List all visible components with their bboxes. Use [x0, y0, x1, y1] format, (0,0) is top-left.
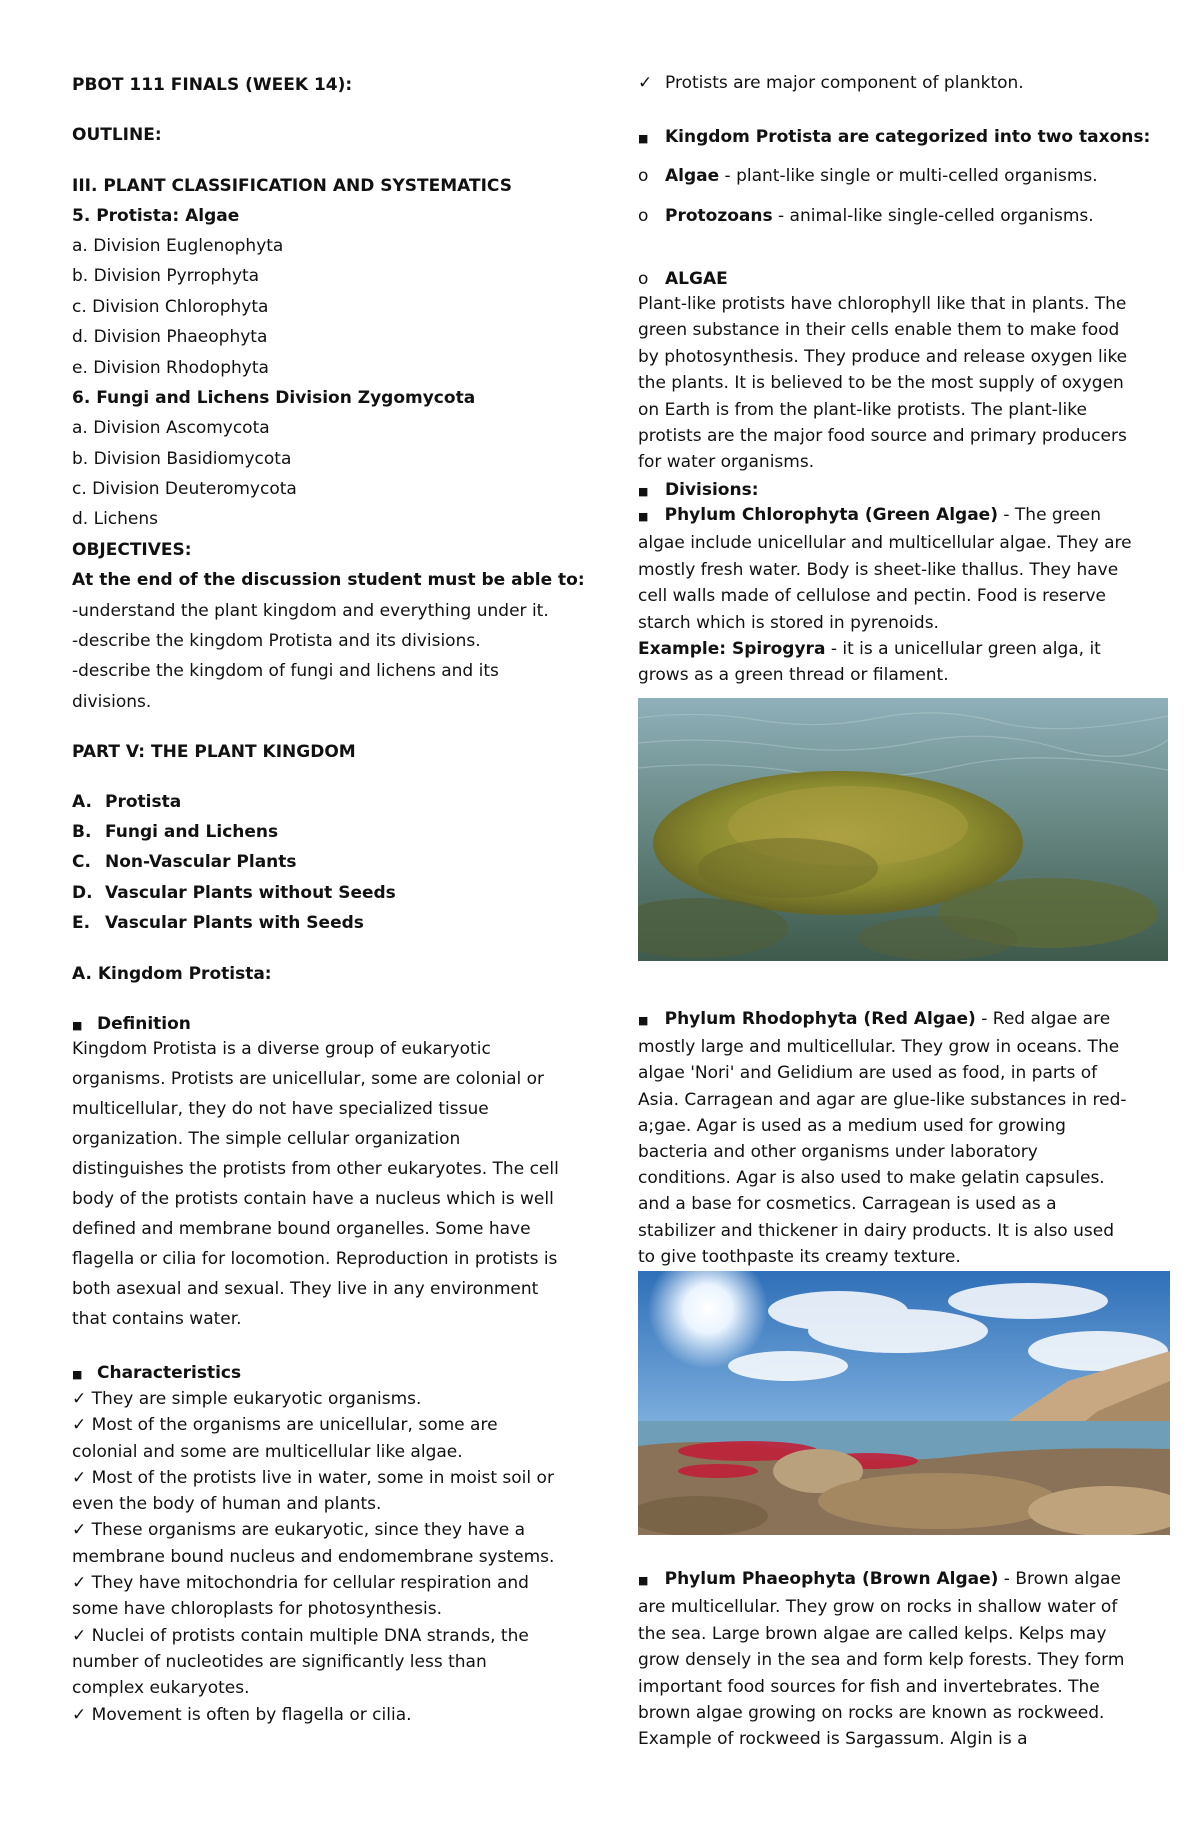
- circle-bullet-icon: o: [638, 269, 649, 289]
- kingdom-letter: A.: [72, 792, 92, 812]
- objective-item: divisions.: [72, 692, 152, 712]
- green-algae-paragraph: ■ Phylum Chlorophyta (Green Algae) - The green algae include unicellular and multicellular algae. They are mostly fresh water. Body is sheet-like thallus. They have cell walls made of cellulose and pectin. Food is reserve starch which is stored in pyrenoids. Example: Spirogyra - it is a unicellular green alga, it grows as a green thread or filament.: [638, 505, 1132, 686]
- characteristics-list: [72, 1386, 562, 1728]
- outline-label: OUTLINE:: [72, 125, 162, 145]
- kingdom-name: Non-Vascular Plants: [105, 852, 297, 872]
- bullet-icon: ■: [72, 1368, 83, 1381]
- outline-item: a. Division Euglenophyta: [72, 236, 284, 256]
- plankton-item: ✓ Protists are major component of plankton.: [638, 73, 1024, 93]
- definition-heading: ■ Definition: [72, 1014, 191, 1034]
- outline-item: d. Lichens: [72, 509, 159, 529]
- objective-item: -describe the kingdom of fungi and lichens and its: [72, 661, 499, 681]
- bullet-icon: ■: [638, 1574, 649, 1587]
- characteristic-item: ✓ Nuclei of protists contain multiple DNA strands, the number of nucleotides are significantly less than complex eukaryotes.: [72, 1625, 529, 1699]
- circle-bullet-icon: o: [638, 166, 649, 186]
- algae-heading: o ALGAE: [638, 269, 728, 289]
- outline-item: c. Division Chlorophyta: [72, 297, 269, 317]
- kingdom-name: Vascular Plants without Seeds: [105, 883, 396, 903]
- characteristic-item: ✓ They are simple eukaryotic organisms.: [72, 1389, 422, 1409]
- taxon-algae: o Algae - plant-like single or multi-celled organisms.: [638, 166, 1098, 186]
- document-title: PBOT 111 FINALS (WEEK 14):: [72, 75, 353, 95]
- algae-paragraph: Plant-like protists have chlorophyll like that in plants. The green substance in their cells enable them to make food by photosynthesis. They produce and release oxygen like the plants. It is believed to be the most supply of oxygen on Earth is from the plant-like protists. The plant-like protists are the major food source and primary producers for water organisms.: [638, 294, 1128, 473]
- divisions-heading: ■ Divisions:: [638, 480, 759, 500]
- kingdom-list-item: [72, 882, 396, 904]
- definition-paragraph: Kingdom Protista is a diverse group of eukaryotic organisms. Protists are unicellular, some are colonial or multicellular, they do not have specialized tissue organization. The simple cellular organization distinguishes the protists from other eukaryotes. The cell body of the protists contain have a nucleus which is well defined and membrane bound organelles. Some have flagella or cilia for locomotion. Reproduction in protists is both asexual and sexual. They live in any environment that contains water.: [72, 1039, 559, 1329]
- red-algae-paragraph: ■ Phylum Rhodophyta (Red Algae) - Red algae are mostly large and multicellular. They grow in oceans. The algae 'Nori' and Gelidium are used as food, in parts of Asia. Carragean and agar are glue-like substances in red-a;gae. Agar is used as a medium used for growing bacteria and other organisms under laboratory conditions. Agar is also used to make gelatin capsules. and a base for cosmetics. Carragean is used as a stabilizer and thickener in dairy products. It is also used to give toothpaste its creamy texture.: [638, 1009, 1127, 1267]
- kingdom-name: Fungi and Lichens: [105, 822, 279, 842]
- objective-item: -understand the plant kingdom and everything under it.: [72, 601, 549, 621]
- outline-item: b. Division Basidiomycota: [72, 449, 292, 469]
- check-icon: ✓: [72, 1704, 92, 1725]
- kingdom-letter: B.: [72, 822, 92, 842]
- objectives-label: OBJECTIVES:: [72, 540, 192, 560]
- taxons-heading: ■ Kingdom Protista are categorized into two taxons:: [638, 127, 1151, 147]
- bullet-icon: ■: [72, 1019, 83, 1032]
- red-algae-photo: [638, 1271, 1170, 1535]
- taxon-protozoans: o Protozoans - animal-like single-celled organisms.: [638, 206, 1094, 226]
- outline-item: 5. Protista: Algae: [72, 206, 240, 226]
- check-icon: ✓: [72, 1573, 92, 1594]
- check-icon: ✓: [638, 73, 653, 93]
- characteristic-item: ✓ Most of the protists live in water, some in moist soil or even the body of human and plants.: [72, 1467, 554, 1515]
- check-icon: ✓: [72, 1415, 92, 1436]
- check-icon: ✓: [72, 1625, 92, 1646]
- kingdom-list-item: [72, 851, 297, 873]
- section-iii-heading: III. PLANT CLASSIFICATION AND SYSTEMATICS: [72, 176, 512, 196]
- check-icon: ✓: [72, 1520, 92, 1541]
- bullet-icon: ■: [638, 1014, 649, 1027]
- green-algae-photo: [638, 698, 1168, 961]
- outline-item: d. Division Phaeophyta: [72, 327, 268, 347]
- bullet-icon: ■: [638, 132, 649, 145]
- kingdom-name: Protista: [105, 792, 182, 812]
- bullet-icon: ■: [638, 485, 649, 498]
- characteristics-heading: ■ Characteristics: [72, 1363, 242, 1383]
- circle-bullet-icon: o: [638, 206, 649, 226]
- characteristic-item: ✓ Most of the organisms are unicellular, some are colonial and some are multicellular like algae.: [72, 1415, 498, 1462]
- bullet-icon: ■: [638, 510, 649, 523]
- characteristic-item: ✓ Movement is often by flagella or cilia.: [72, 1704, 412, 1725]
- outline-item: 6. Fungi and Lichens Division Zygomycota: [72, 388, 476, 408]
- objective-item: -describe the kingdom Protista and its divisions.: [72, 631, 481, 651]
- outline-item: c. Division Deuteromycota: [72, 479, 297, 499]
- kingdom-list-item: [72, 912, 364, 934]
- kingdom-letter: C.: [72, 852, 91, 872]
- kingdom-letter: D.: [72, 883, 93, 903]
- brown-algae-paragraph: ■ Phylum Phaeophyta (Brown Algae) - Brown algae are multicellular. They grow on rocks in shallow water of the sea. Large brown algae are called kelps. Kelps may grow densely in the sea and form kelp forests. They form important food sources for fish and invertebrates. The brown algae growing on rocks are known as rockweed. Example of rockweed is Sargassum. Algin is a: [638, 1569, 1125, 1750]
- outline-item: b. Division Pyrrophyta: [72, 266, 260, 286]
- characteristic-item: ✓ These organisms are eukaryotic, since they have a membrane bound nucleus and endomembrane systems.: [72, 1520, 555, 1567]
- kingdom-letter: E.: [72, 913, 91, 933]
- check-icon: ✓: [72, 1467, 92, 1488]
- part-v-heading: PART V: THE PLANT KINGDOM: [72, 742, 356, 762]
- kingdom-list-item: [72, 791, 182, 813]
- kingdom-protista-heading: A. Kingdom Protista:: [72, 964, 272, 984]
- outline-item: e. Division Rhodophyta: [72, 358, 269, 378]
- kingdom-list-item: [72, 821, 279, 843]
- outline-item: a. Division Ascomycota: [72, 418, 270, 438]
- check-icon: ✓: [72, 1389, 92, 1409]
- objectives-intro: At the end of the discussion student must be able to:: [72, 570, 585, 590]
- kingdom-name: Vascular Plants with Seeds: [105, 913, 364, 933]
- characteristic-item: ✓ They have mitochondria for cellular respiration and some have chloroplasts for photosynthesis.: [72, 1573, 529, 1620]
